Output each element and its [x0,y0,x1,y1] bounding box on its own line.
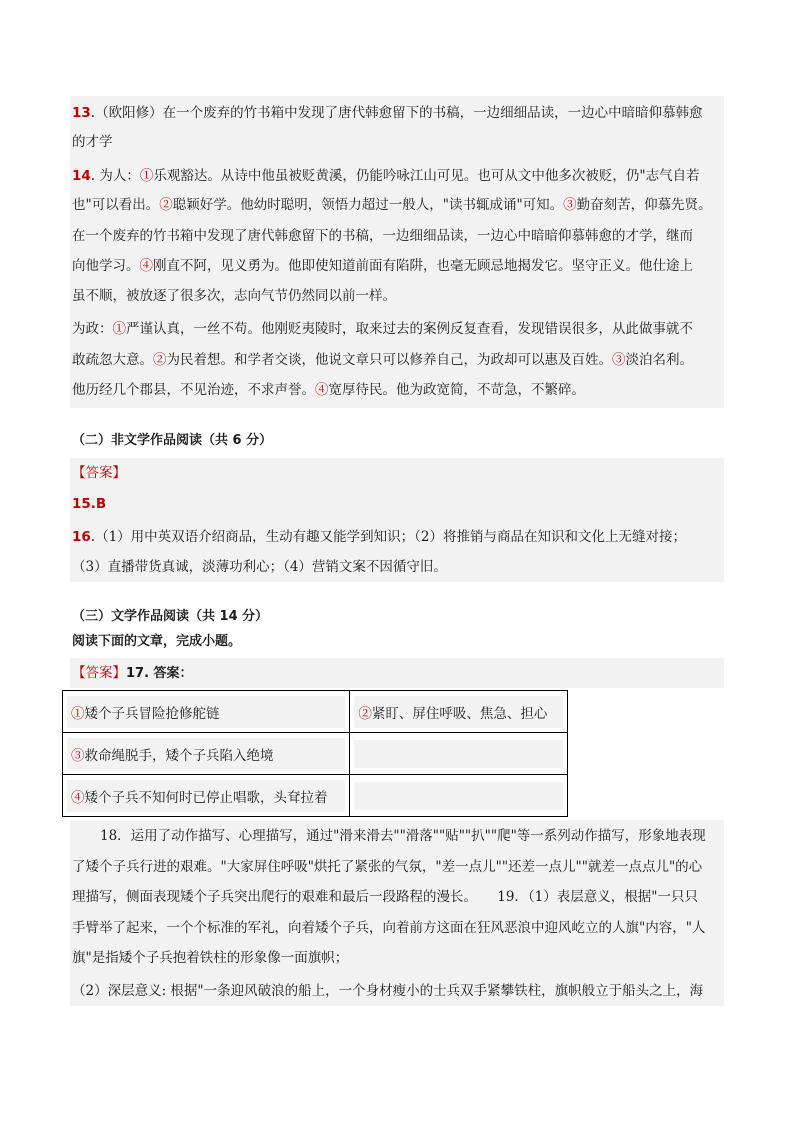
circled-number-marker: ③ [71,747,85,764]
q16-number: 16 [72,529,91,545]
q16-text-1: .（1）用中英双语介绍商品，生动有趣又能学到知识；（2）将推销与商品在知识和文化上无缝对接； [90,529,687,545]
q16-line-1 [72,527,686,547]
q13-text-1: .（欧阳修）在一个废弃的竹书箱中发现了唐代韩愈留下的书稿，一边细细品读，一边心中暗暗仰慕韩愈 [90,105,703,121]
circled-number-marker: ② [159,197,173,213]
table-cell-text [354,740,563,768]
table-cell [350,733,568,775]
q14-line-4: 向他学习。④刚直不阿，见义勇为。他即使知道前面有陷阱，也毫无顾忌地揭发它。坚守正义。他仕途上 [72,258,693,274]
q19-line-2: 旗"是指矮个子兵抱着铁柱的形象像一面旗帜； [72,950,349,966]
q18-line-2: 了矮个子兵行进的艰难。"大家屏住呼吸"烘托了紧张的气氛，"差一点儿""还差一点儿""就差一点点儿"的心 [72,859,703,875]
q13-number: 13 [72,105,91,121]
circled-number-marker: ④ [315,382,329,398]
circled-number-marker: ③ [563,197,577,213]
q14-line-6: 为政：①严谨认真，一丝不苟。他刚贬夷陵时，取来过去的案例反复查看，发现错误很多，从此做事就不 [72,321,693,337]
q13-line-2: 的才学 [72,134,113,150]
section3-title: （三）文学作品阅读（共 14 分） [72,609,269,624]
q14-line-7: 敢疏忽大意。②为民着想。和学者交谈，他说文章只可以修养自己，为政却可以惠及百姓。③淡泊名利。 [72,352,693,368]
circled-number-marker [315,382,329,398]
table-cell-text: ①矮个子兵冒险抢修舵链 [67,696,345,728]
circled-number-marker [563,197,577,213]
circled-number-marker [612,352,626,368]
q19-line-3: （2）深层意义: 根据"一条迎风破浪的船上，一个身材瘦小的士兵双手紧攀铁柱，旗帜般立于船头之上，海 [72,983,704,999]
circled-number-marker: ① [139,168,154,184]
q14-line-8: 他历经几个郡县，不见治迹，不求声誉。④宽厚待民。他为政宽简，不苛急，不繁碎。 [72,382,585,398]
table-cell-text: ③救命绳脱手，矮个子兵陷入绝境 [67,738,345,770]
q14-line-5: 虽不顺，被放逐了很多次，志向气节仍然同以前一样。 [72,288,396,304]
circled-number-marker: ① [112,321,126,337]
circled-number-marker [159,197,173,213]
q14-number: 14 [72,168,91,184]
q19-line-1: 手臂举了起来，一个个标准的军礼，向着矮个子兵，向着前方这面在狂风恶浪中迎风屹立的人旗"内容，"人 [72,920,706,936]
section2-answer-label: 【答案】 [72,465,126,481]
highlight-band-q18-q19 [70,820,724,1006]
section3-answer-label: 【答案】 [72,665,126,681]
circled-number-marker: ② [358,705,372,722]
q14-line-2: 也"可以看出。②聪颖好学。他幼时聪明，领悟力超过一般人，"读书辄成诵"可知。③勤奋刻苦，仰慕先贤。 [72,197,712,213]
q18-line-3: 理描写，侧面表现矮个子兵突出爬行的艰难和最后一段路程的漫长。 19．（1）表层意义，根据"一只只 [72,889,698,905]
q18-line-1: 18．运用了动作描写、心理描写，通过"滑来滑去""滑落""贴""扒""爬"等一系列动作描写，形象地表现 [100,828,706,844]
section3-instruction: 阅读下面的文章，完成小题。 [72,634,242,649]
table-cell [63,775,350,817]
table-cell-text: ④矮个子兵不知何时已停止唱歌，头耷拉着 [67,780,345,812]
table-cell [350,775,568,817]
table-cell [63,691,350,733]
circled-number-marker: ① [71,705,85,722]
q17-label: 17. 答案： [126,666,193,681]
circled-number-marker: ④ [71,789,85,806]
table-cell-text [354,782,563,810]
table-cell [63,733,350,775]
circled-number-marker [113,321,127,337]
q17-answer-line [72,663,193,684]
q17-answer-table [62,690,568,817]
q14-line-1 [72,166,700,186]
table-row [63,691,568,733]
q14-line-3: 在一个废弃的竹书箱中发现了唐代韩愈留下的书稿，一边细细品读，一边心中暗暗仰慕韩愈的才学，继而 [72,228,693,244]
circled-number-marker: ③ [612,352,626,368]
table-cell-text: ②紧盯、屏住呼吸、焦急、担心 [354,696,563,728]
q16-line-2: （3）直播带货真诚，淡薄功利心；（4）营销文案不因循守旧。 [72,559,447,575]
circled-number-marker: ④ [139,258,153,274]
q13-line-1 [72,103,703,123]
table-row [63,733,568,775]
circled-number-marker [140,258,154,274]
circled-number-marker: ② [153,352,167,368]
q15-answer: 15.B [72,496,107,512]
table-row [63,775,568,817]
circled-number-marker [153,352,167,368]
q14-text-1: . 为人：①乐观豁达。从诗中他虽被贬黄溪，仍能吟咏江山可见。也可从文中他多次被贬，仍"志气自若 [90,168,700,184]
table-cell [350,691,568,733]
section2-title: （二）非文学作品阅读（共 6 分） [72,433,273,448]
